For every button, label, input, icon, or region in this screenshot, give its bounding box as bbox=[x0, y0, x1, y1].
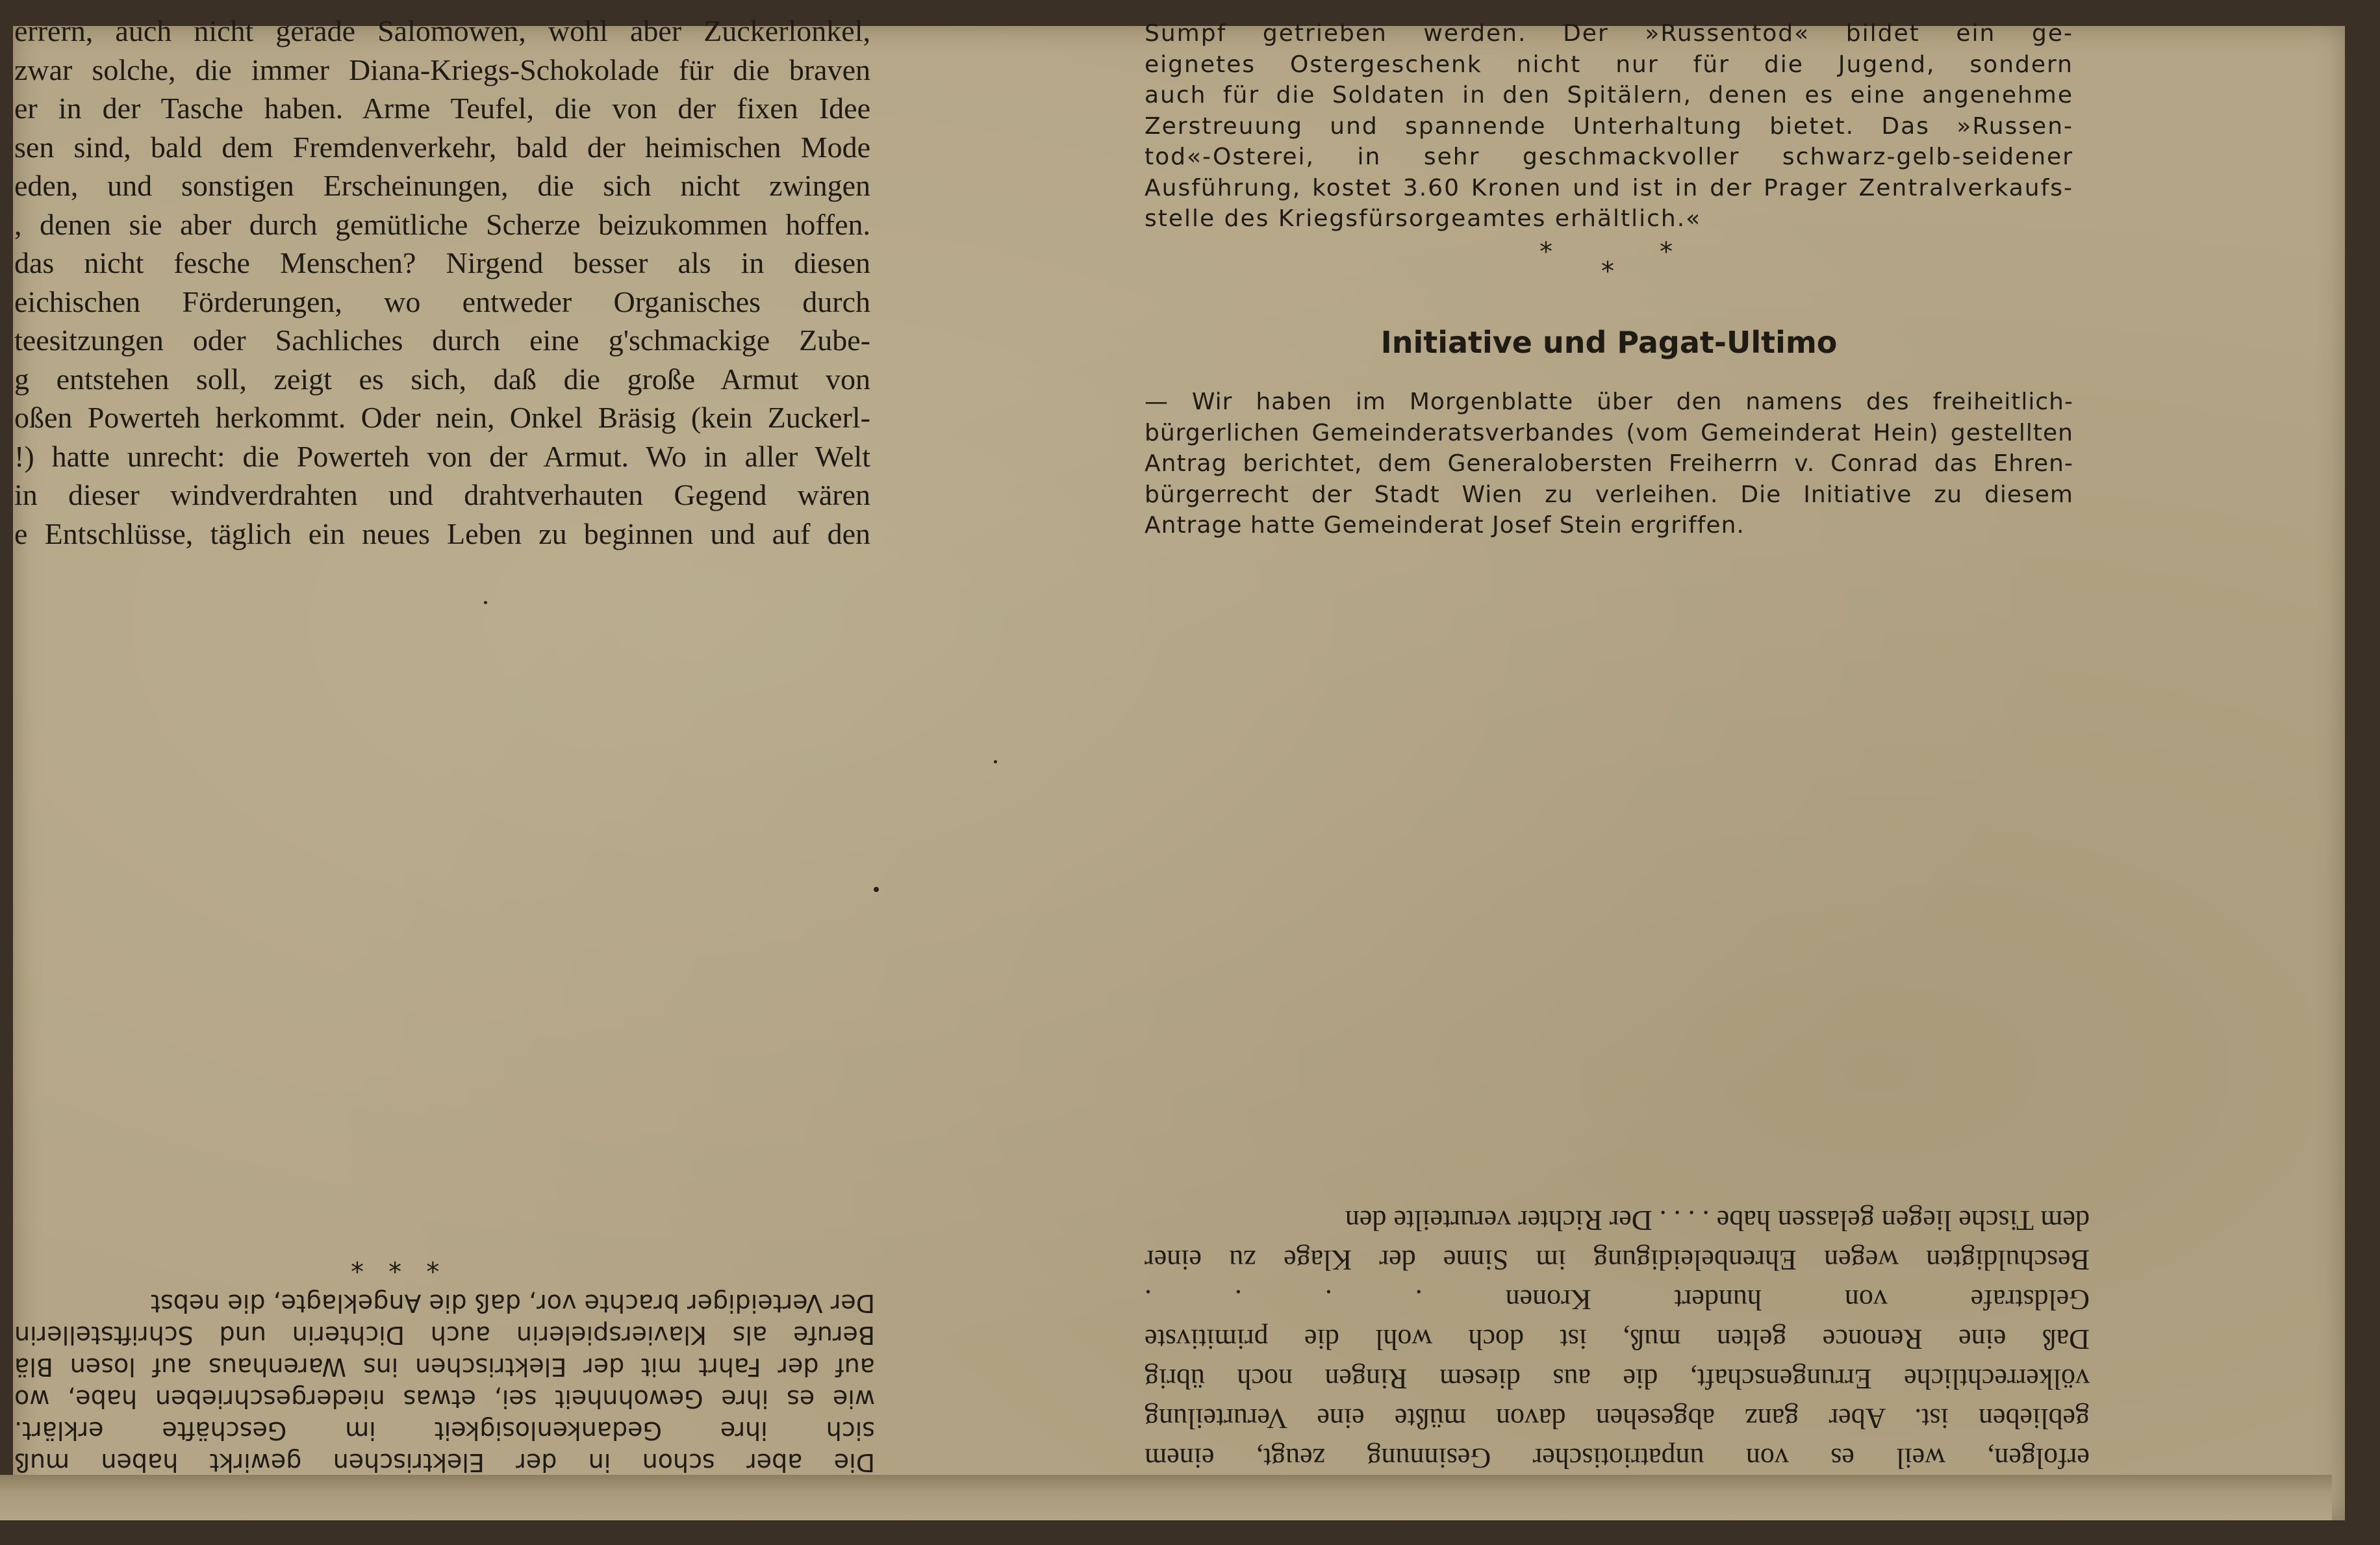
top-right-column-line: Sumpf getrieben werden. Der »Russentod« bildet ein ge- bbox=[1145, 20, 2073, 47]
article-heading: Initiative und Pagat-Ultimo bbox=[1380, 325, 1838, 360]
article-body-line: bürgerrecht der Stadt Wien zu verleihen. Die Initiative zu diesem bbox=[1145, 481, 2073, 508]
top-left-column-line: teesitzungen oder Sachliches durch eine g'schmackige Zube- bbox=[14, 324, 870, 357]
star: * bbox=[1539, 237, 1552, 267]
top-left-column-line: eichischen Förderungen, wo entweder Organisches durch bbox=[14, 285, 870, 318]
top-left-column-line: das nicht fesche Menschen? Nirgend besser als in diesen bbox=[14, 246, 870, 279]
star: * bbox=[388, 1247, 402, 1277]
bottom-right-flipped-line: Beschuldigten wegen Ehrenbeleidigung im Sinne der Klage zu einer bbox=[1145, 1244, 2090, 1276]
top-left-column-line: er in der Tasche haben. Arme Teufel, die von der fixen Idee bbox=[14, 92, 870, 125]
bottom-left-flipped-line: Der Verteidiger brachte vor, daß die Angeklagte, die nebst bbox=[151, 1289, 875, 1318]
article-body bbox=[1145, 387, 2073, 541]
star: * bbox=[426, 1247, 440, 1277]
top-left-column-line: eden, und sonstigen Erscheinungen, die sich nicht zwingen bbox=[14, 169, 870, 202]
top-left-column bbox=[14, 12, 870, 553]
star: * bbox=[1601, 257, 1614, 287]
bottom-left-flipped-line: wie es ihre Gewohnheit sei, etwas niedergeschrieben habe, wo bbox=[14, 1385, 875, 1413]
top-right-column-line: Ausführung, kostet 3.60 Kronen und ist in der Prager Zentralverkaufs- bbox=[1145, 174, 2073, 201]
separator-stars bbox=[1660, 237, 1673, 267]
bottom-right-flipped-line: geblieben ist. Aber ganz abgesehen davon müßte eine Verurteilung bbox=[1145, 1403, 2090, 1435]
paper-speck bbox=[484, 601, 487, 604]
bottom-left-flipped-column bbox=[14, 1257, 875, 1478]
page-fold bbox=[0, 1475, 2332, 1520]
top-right-column-line: auch für die Soldaten in den Spitälern, denen es eine angenehme bbox=[1145, 82, 2073, 109]
top-right-column bbox=[1145, 18, 2073, 235]
article-body-line: bürgerlichen Gemeinderatsverbandes (vom Gemeinderat Hein) gestellten bbox=[1145, 419, 2073, 446]
top-left-column-line: zwar solche, die immer Diana-Kriegs-Schokolade für die braven bbox=[14, 53, 870, 86]
top-right-column-line: Zerstreuung und spannende Unterhaltung bietet. Das »Russen- bbox=[1145, 112, 2073, 140]
bottom-left-flipped-line: sich ihre Gedankenlosigkeit im Geschäfte erklärt. bbox=[14, 1416, 875, 1445]
article-body-line: Antrag berichtet, dem Generalobersten Freiherrn v. Conrad das Ehren- bbox=[1145, 450, 2073, 477]
separator-stars bbox=[1601, 257, 1614, 287]
top-left-column-line: , denen sie aber durch gemütliche Scherze beizukommen hoffen. bbox=[14, 207, 870, 241]
star: * bbox=[351, 1247, 364, 1277]
bottom-right-flipped-line: völkerrechtliche Errungenschaft, die aus diesem Ringen noch übrig bbox=[1145, 1363, 2090, 1395]
bottom-right-flipped-line: Geldstrafe von hundert Kronen . . . . bbox=[1145, 1284, 2090, 1316]
top-left-column-line: g entstehen soll, zeigt es sich, daß die große Armut von bbox=[14, 362, 870, 396]
top-right-column-line: tod«-Osterei, in sehr geschmackvoller schwarz-gelb-seidener bbox=[1145, 144, 2073, 170]
paper-speck bbox=[874, 887, 879, 892]
bottom-right-flipped-line: erfolgen, weil es von unpatriotischer Gesinnung zeugt, einem bbox=[1145, 1442, 2090, 1474]
top-left-column-line: in dieser windverdrahten und drahtverhauten Gegend wären bbox=[14, 478, 870, 511]
top-left-column-line: e Entschlüsse, täglich ein neues Leben zu beginnen und auf den bbox=[14, 517, 870, 550]
bottom-left-flipped-line: Die aber schon in der Elektrischen gewirkt haben muß bbox=[14, 1448, 875, 1477]
bottom-left-flipped-line: auf der Fahrt mit der Elektrischen ins Warenhaus auf losen Blä bbox=[14, 1353, 875, 1381]
star: * bbox=[1660, 237, 1673, 267]
top-left-column-line: oßen Powerteh herkommt. Oder nein, Onkel Bräsig (kein Zuckerl- bbox=[14, 401, 870, 434]
top-right-column-line: eignetes Ostergeschenk nicht nur für die Jugend, sondern bbox=[1145, 51, 2073, 78]
article-body-line: Antrage hatte Gemeinderat Josef Stein ergriffen. bbox=[1145, 512, 1745, 539]
top-left-column-line: !) hatte unrecht: die Powerteh von der Armut. Wo in aller Welt bbox=[14, 439, 870, 473]
top-left-column-line: errern, auch nicht gerade Salomowen, wohl aber Zuckerlonkel, bbox=[14, 14, 870, 47]
bottom-right-flipped-line: Daß eine Renonce gelten muß, ist doch wohl die primitivste bbox=[1145, 1323, 2090, 1355]
top-right-column-line: stelle des Kriegsfürsorgeamtes erhältlich.« bbox=[1145, 205, 1702, 232]
bottom-right-flipped-column bbox=[1145, 1205, 2090, 1478]
article-body-line: — Wir haben im Morgenblatte über den namens des freiheitlich- bbox=[1145, 389, 2073, 415]
separator-stars bbox=[1539, 237, 1552, 267]
paper-speck bbox=[994, 760, 997, 763]
top-left-column-line: sen sind, bald dem Fremdenverkehr, bald der heimischen Mode bbox=[14, 130, 870, 164]
bottom-left-flipped-line: Berufe als Klavierspielerin auch Dichterin und Schriftstellerin bbox=[14, 1321, 875, 1349]
bottom-right-flipped-line: dem Tische liegen gelassen habe . . . . Der Richter verurteilte den bbox=[1345, 1205, 2090, 1236]
